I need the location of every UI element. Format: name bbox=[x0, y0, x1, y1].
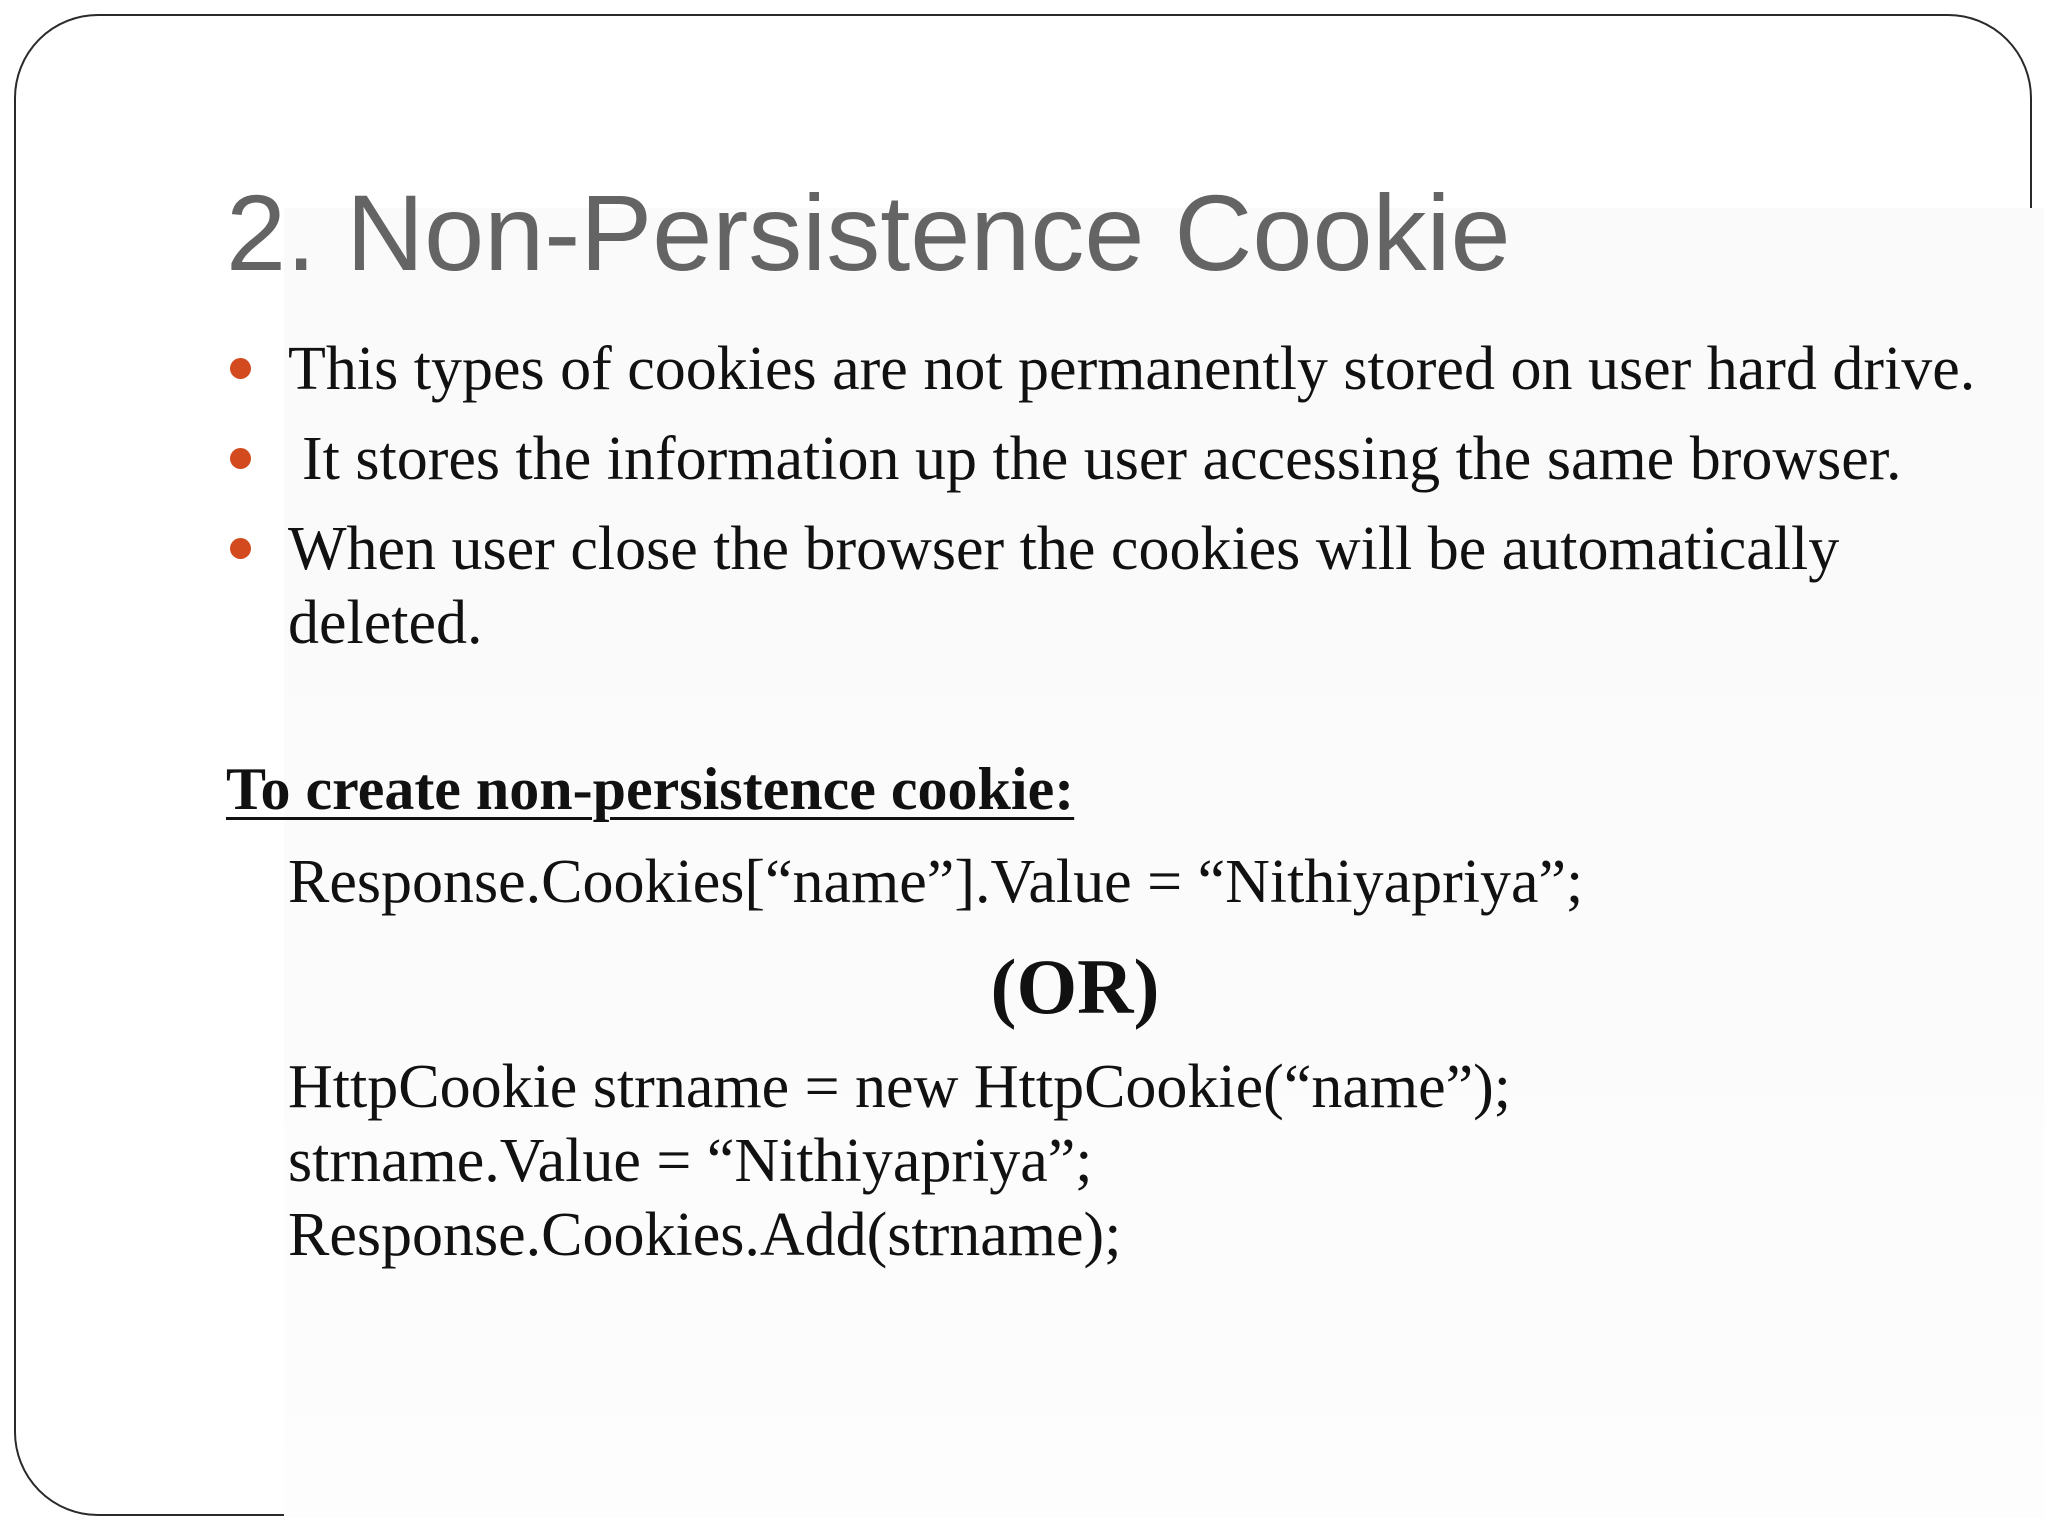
bullet-item bbox=[226, 422, 2016, 496]
or-separator: (OR) bbox=[990, 943, 1160, 1030]
bullet-text: This types of cookies are not permanently stored on user hard drive. bbox=[288, 335, 1976, 403]
bullet-item bbox=[226, 512, 2016, 660]
section-subheading: To create non-persistence cookie: bbox=[226, 756, 1075, 822]
code-line-alt-3: Response.Cookies.Add(strname); bbox=[288, 1201, 1122, 1269]
bullet-text: It stores the information up the user accessing the same browser. bbox=[302, 425, 1902, 493]
code-line-alt-2: strname.Value = “Nithiyapriya”; bbox=[288, 1127, 1093, 1195]
bullet-text: When user close the browser the cookies will be automatically deleted. bbox=[288, 515, 1840, 657]
code-line-alt-1: HttpCookie strname = new HttpCookie(“name”); bbox=[288, 1053, 1511, 1121]
code-line-primary: Response.Cookies[“name”].Value = “Nithiyapriya”; bbox=[288, 848, 1584, 916]
bullet-dot-icon bbox=[230, 448, 251, 469]
slide-title: 2. Non-Persistence Cookie bbox=[226, 172, 1511, 293]
bullet-dot-icon bbox=[230, 538, 251, 559]
bullet-list bbox=[226, 332, 2016, 676]
bullet-dot-icon bbox=[230, 358, 251, 379]
bullet-item bbox=[226, 332, 2016, 406]
